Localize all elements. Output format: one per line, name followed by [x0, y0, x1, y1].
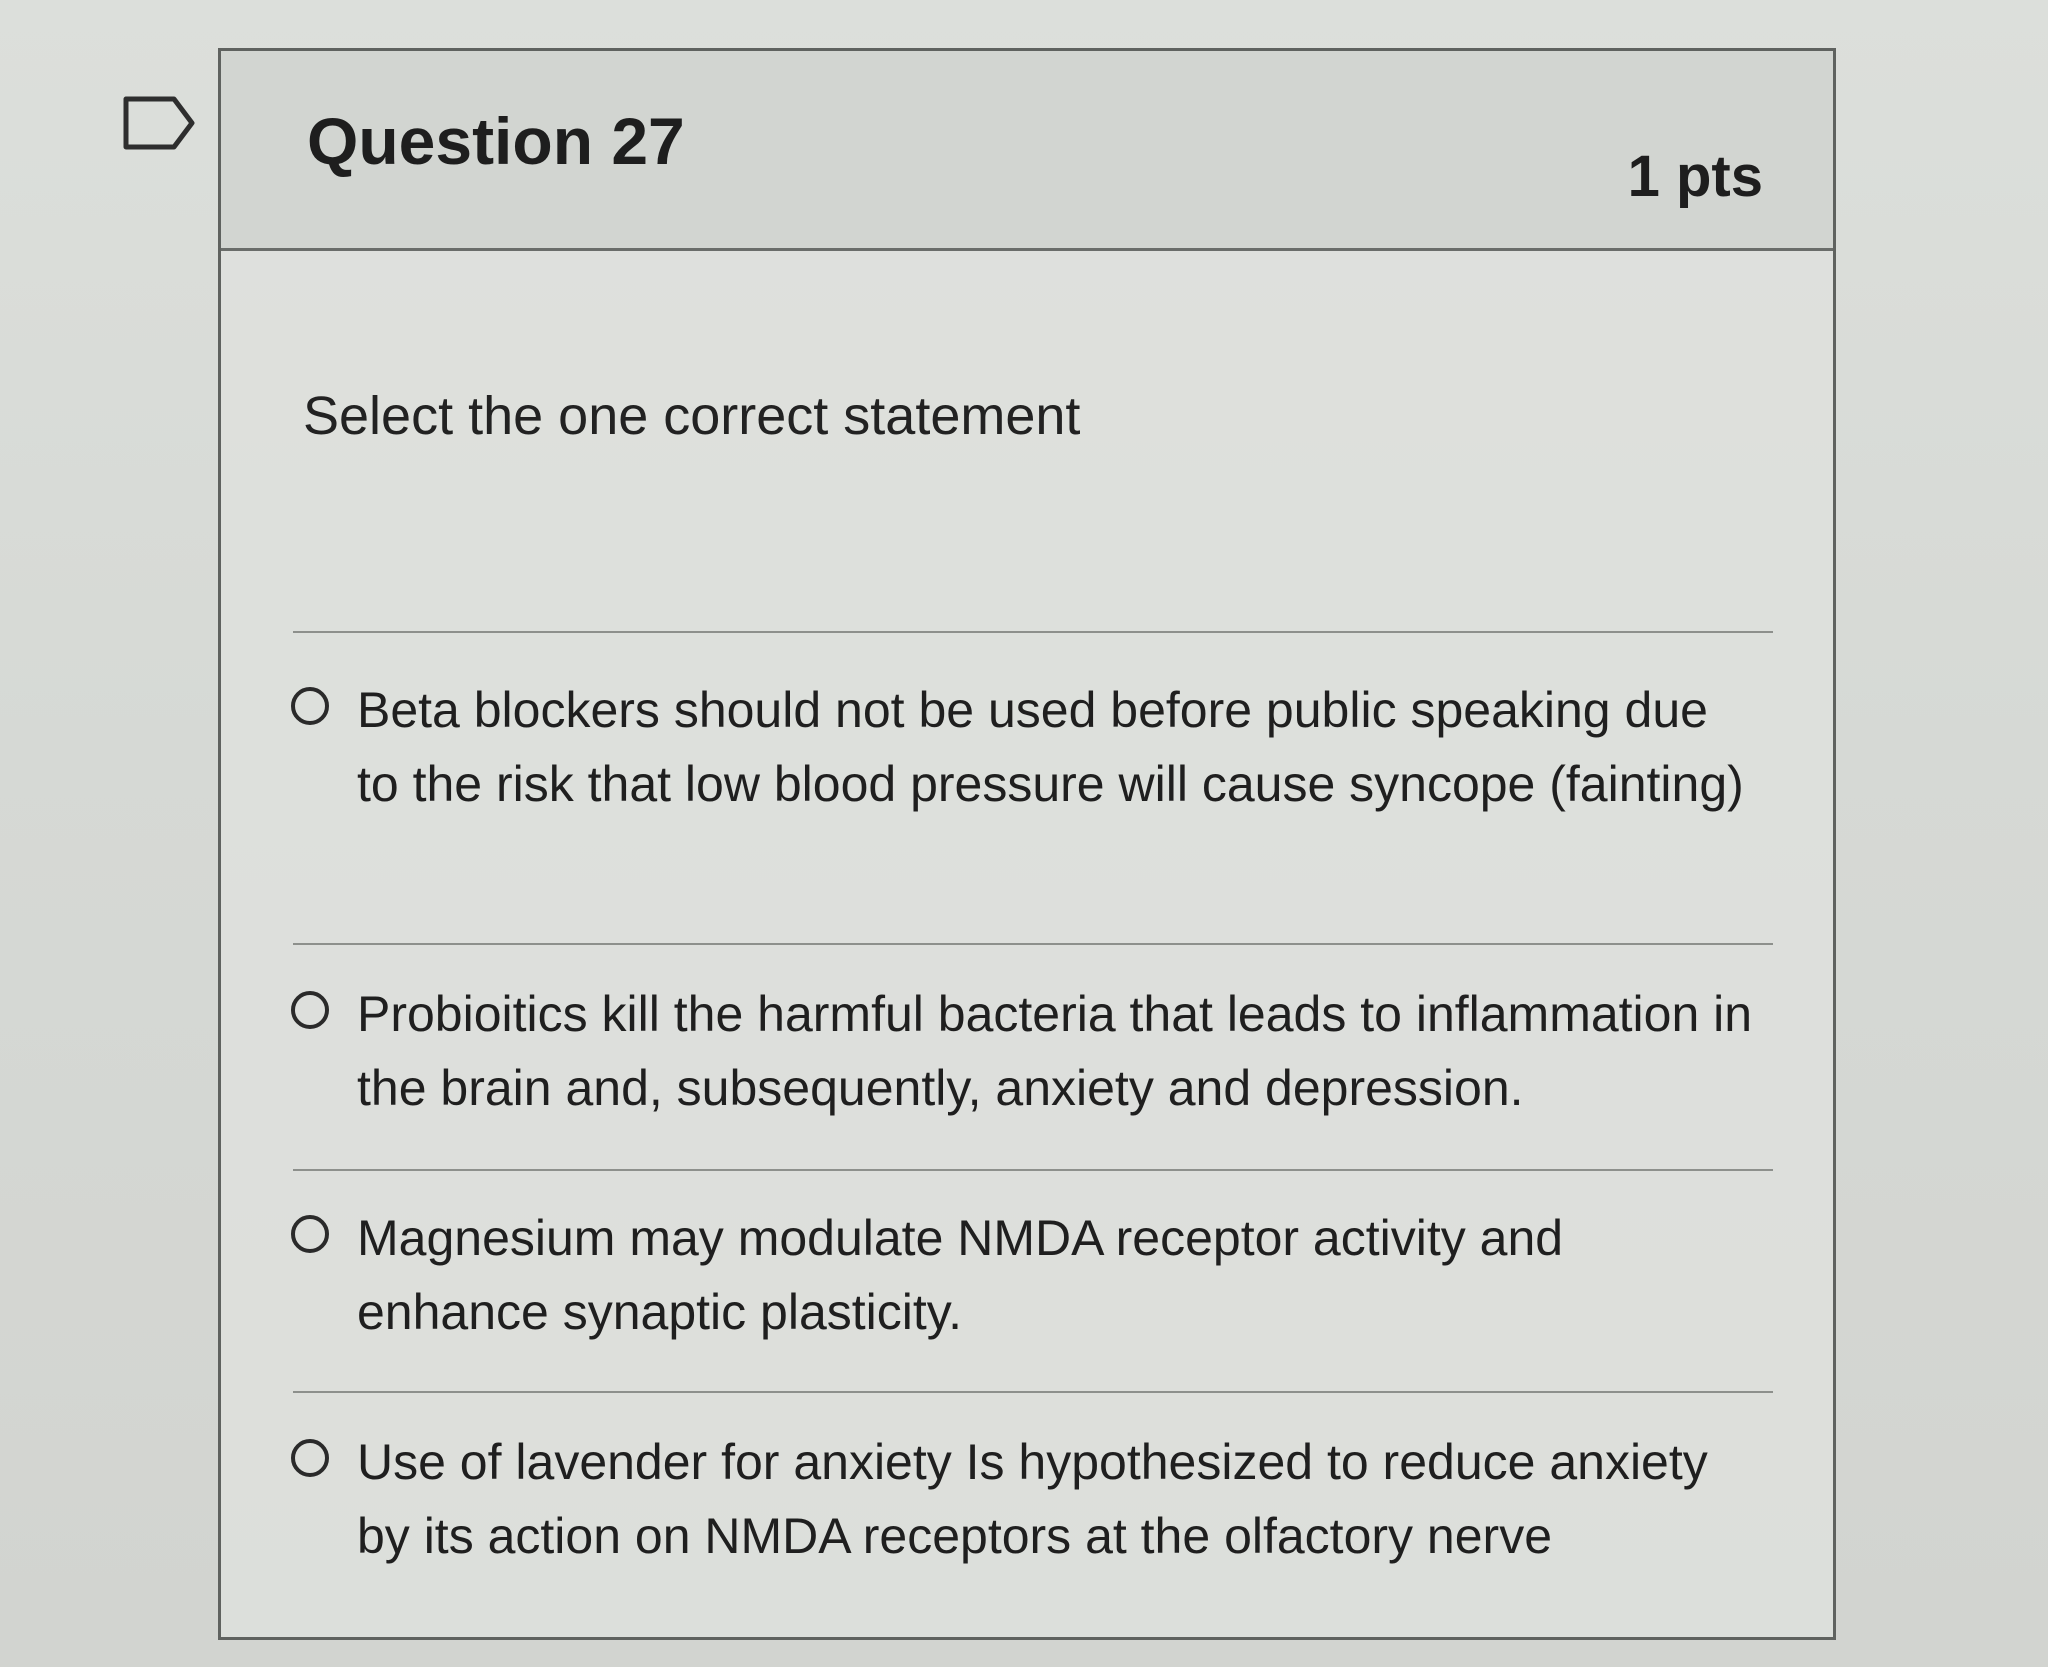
answer-label: Beta blockers should not be used before public speaking due to the risk that low blood pressure will cause syncope (fainting)	[357, 682, 1744, 812]
radio-button-icon[interactable]	[291, 687, 329, 725]
radio-button-icon[interactable]	[291, 991, 329, 1029]
answer-divider	[293, 1169, 1773, 1171]
question-card	[218, 48, 1836, 1640]
answer-label: Magnesium may modulate NMDA receptor activity and enhance synaptic plasticity.	[357, 1210, 1564, 1340]
flag-question-icon[interactable]	[122, 95, 198, 151]
answer-divider	[293, 943, 1773, 945]
answer-divider	[293, 631, 1773, 633]
question-title: Question 27	[307, 104, 685, 178]
answer-label: Use of lavender for anxiety Is hypothesized to reduce anxiety by its action on NMDA receptors at the olfactory nerve	[357, 1434, 1708, 1564]
answer-option-2[interactable]	[291, 977, 1763, 1125]
radio-button-icon[interactable]	[291, 1439, 329, 1477]
question-header	[221, 51, 1833, 251]
question-prompt: Select the one correct statement	[303, 386, 1081, 446]
answer-option-3[interactable]	[291, 1201, 1763, 1349]
answer-option-4[interactable]	[291, 1425, 1763, 1573]
answer-label: Probioitics kill the harmful bacteria that leads to inflammation in the brain and, subsequently, anxiety and depression.	[357, 986, 1753, 1116]
question-points: 1 pts	[1627, 144, 1763, 209]
answer-divider	[293, 1391, 1773, 1393]
answer-option-1[interactable]	[291, 673, 1763, 821]
radio-button-icon[interactable]	[291, 1215, 329, 1253]
